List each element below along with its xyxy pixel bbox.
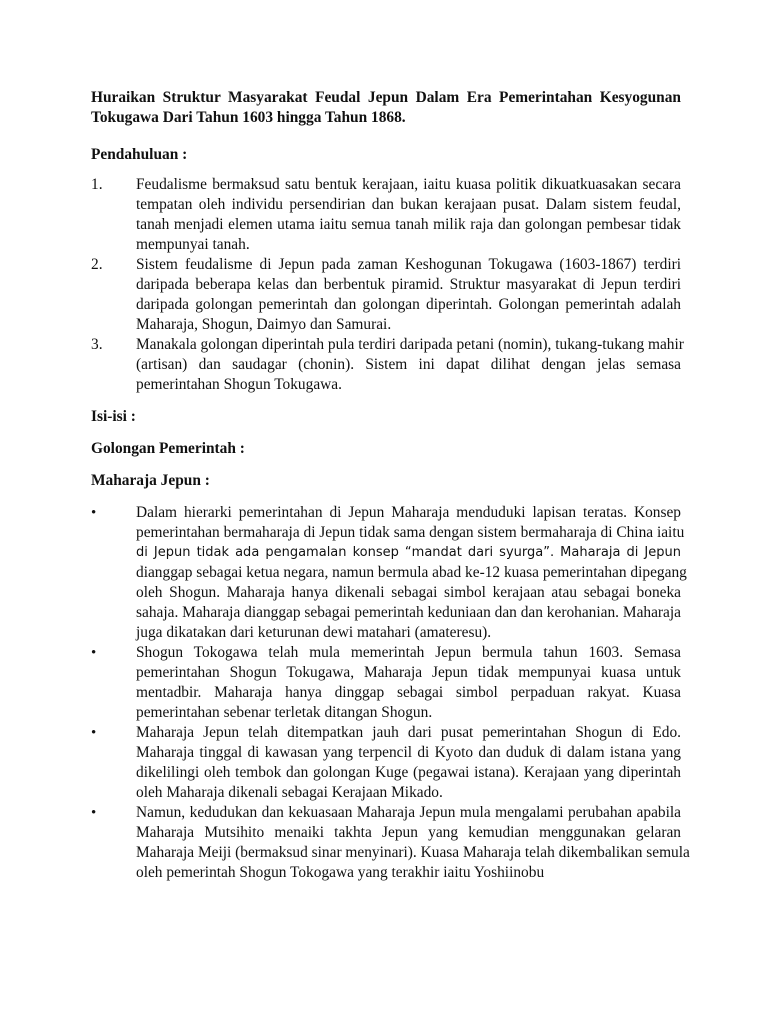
point-line: pemerintahan sebenar terletak ditangan Shogun. (136, 704, 433, 721)
emperor-point-3 (91, 723, 681, 803)
emperor-heading: Maharaja Jepun : (91, 472, 210, 489)
intro-item-3 (91, 335, 684, 395)
intro-item-line: tanah menjadi elemen utama iaitu semua tanah milik raja dan golongan pembesar tidak (136, 216, 681, 233)
emperor-point-1 (91, 503, 687, 643)
point-line: Namun, kedudukan dan kekuasaan Maharaja Jepun mula mengalami perubahan apabila (136, 804, 681, 821)
content-heading: Isi-isi : (91, 408, 136, 425)
group-heading: Golongan Pemerintah : (91, 440, 245, 457)
point-line: pemerintahan Shogun Tokugawa, Maharaja Jepun tidak mempunyai kuasa untuk (136, 664, 681, 681)
point-line: dianggap sebagai ketua negara, namun bermula abad ke-12 kuasa pemerintahan dipegang (136, 564, 687, 581)
point-line: mentadbir. Maharaja hanya dinggap sebagai simbol perpaduan rakyat. Kuasa (136, 684, 681, 701)
intro-item-line: tempatan oleh individu persendirian dan bukan kerajaan pusat. Dalam sistem feudal, (136, 196, 681, 213)
point-line: Shogun Tokogawa telah mula memerintah Jepun bermula tahun 1603. Semasa (136, 644, 681, 661)
emperor-point-2 (91, 643, 681, 723)
title-line-2: Tokugawa Dari Tahun 1603 hingga Tahun 1868. (91, 109, 406, 126)
point-line: oleh pemerintah Shogun Tokogawa yang terakhir iaitu Yoshiinobu (136, 864, 545, 881)
intro-item-line: (artisan) dan saudagar (chonin). Sistem ini dapat dilihat dengan jelas semasa (136, 356, 681, 373)
point-line: juga dikatakan dari keturunan dewi matahari (amateresu). (136, 624, 492, 641)
bullet-icon: • (91, 645, 97, 661)
title-line-1: Huraikan Struktur Masyarakat Feudal Jepun Dalam Era Pemerintahan Kesyogunan (91, 89, 681, 106)
intro-item-line: Sistem feudalisme di Jepun pada zaman Keshogunan Tokugawa (1603-1867) terdiri (136, 256, 681, 273)
intro-item-line: daripada beberapa kelas dan berbentuk piramid. Struktur masyarakat di Jepun terdiri (136, 276, 681, 293)
intro-item-number: 2. (91, 256, 103, 273)
point-line: Maharaja tinggal di kawasan yang terpencil di Kyoto dan duduk di dalam istana yang (136, 744, 681, 761)
emperor-points-list (91, 503, 690, 883)
point-line: oleh Maharaja dikenali sebagai Kerajaan Mikado. (136, 784, 443, 801)
point-line: di Jepun tidak ada pengamalan konsep “mandat dari syurga”. Maharaja di Jepun (136, 545, 681, 560)
intro-item-line: pemerintahan Shogun Tokugawa. (136, 376, 342, 393)
intro-item-number: 1. (91, 176, 103, 193)
point-line: dikelilingi oleh tembok dan golongan Kuge (pegawai istana). Kerajaan yang diperintah (136, 764, 681, 781)
intro-list (91, 175, 684, 395)
intro-item-2 (91, 255, 681, 335)
intro-item-line: daripada golongan pemerintah dan golongan diperintah. Golongan pemerintah adalah (136, 296, 681, 313)
intro-item-line: Feudalisme bermaksud satu bentuk kerajaan, iaitu kuasa politik dikuatkuasakan secara (136, 176, 681, 193)
point-line: oleh Shogun. Maharaja hanya dikenali sebagai simbol kerajaan atau sebagai boneka (136, 584, 681, 601)
point-line: Maharaja Meiji (bermaksud sinar menyinari). Kuasa Maharaja telah dikembalikan semula (136, 844, 690, 861)
point-line: sahaja. Maharaja dianggap sebagai pemerintah keduniaan dan dan kerohanian. Maharaja (136, 604, 681, 621)
bullet-icon: • (91, 725, 97, 741)
intro-heading: Pendahuluan : (91, 146, 188, 163)
point-line: Dalam hierarki pemerintahan di Jepun Maharaja menduduki lapisan teratas. Konsep (136, 504, 681, 521)
intro-item-line: Manakala golongan diperintah pula terdiri daripada petani (nomin), tukang-tukang mahir (136, 336, 684, 353)
intro-item-1 (91, 175, 681, 255)
bullet-icon: • (91, 505, 97, 521)
intro-item-line: mempunyai tanah. (136, 236, 250, 253)
emperor-point-4 (91, 803, 690, 883)
point-line: Maharaja Jepun telah ditempatkan jauh dari pusat pemerintahan Shogun di Edo. (136, 724, 681, 741)
point-line: pemerintahan bermaharaja di Jepun tidak sama dengan sistem bermaharaja di China iaitu (136, 524, 685, 541)
bullet-icon: • (91, 805, 97, 821)
document-title (91, 88, 681, 128)
intro-item-number: 3. (91, 336, 103, 353)
intro-item-line: Maharaja, Shogun, Daimyo dan Samurai. (136, 316, 392, 333)
point-line: Maharaja Mutsihito menaiki takhta Jepun yang kemudian menggunakan gelaran (136, 824, 681, 841)
